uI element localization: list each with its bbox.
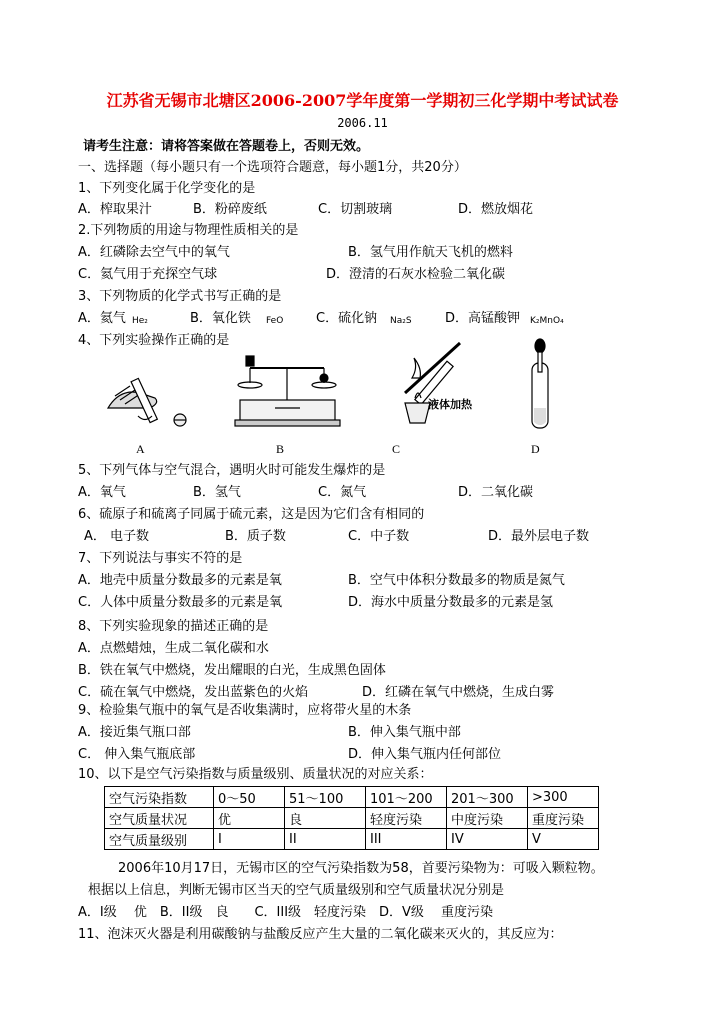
figure-a-test-tube-icon <box>108 378 186 426</box>
table-cell: 轻度污染 <box>366 808 447 829</box>
table-cell: 空气污染指数 <box>105 787 214 808</box>
q5-stem: 5、下列气体与空气混合，遇明火时可能发生爆炸的是 <box>78 463 386 478</box>
q3-formula-a: He₂ <box>132 316 148 326</box>
exam-date: 2006.11 <box>337 116 388 130</box>
q7-stem: 7、下列说法与事实不符的是 <box>78 551 243 566</box>
figure-c-caption: 液体加热 <box>428 398 472 411</box>
table-cell: 101～200 <box>366 787 447 808</box>
q7-option-c: C．人体中质量分数最多的元素是氧 <box>78 595 283 610</box>
q9-option-b: B．伸入集气瓶中部 <box>348 725 461 740</box>
q10-options: A．I级 优 B．II级 良 C．III级 轻度污染 D．V级 重度污染 <box>78 905 494 920</box>
q3-option-d: D．高锰酸钾 <box>445 311 521 326</box>
table-cell: 51～100 <box>285 787 366 808</box>
q3-formula-c: Na₂S <box>390 316 412 326</box>
air-quality-table <box>104 786 599 850</box>
section-heading: 一、选择题（每小题只有一个选项符合题意，每小题1分，共20分） <box>78 160 467 175</box>
q8-option-d: D．红磷在氧气中燃烧，生成白雾 <box>362 685 555 700</box>
table-cell: 0～50 <box>214 787 285 808</box>
q1-option-b: B．粉碎废纸 <box>193 202 267 217</box>
exam-title: 江苏省无锡市北塘区2006-2007学年度第一学期初三化学期中考试试卷 <box>106 91 619 110</box>
exam-notice: 请考生注意：请将答案做在答题卷上，否则无效。 <box>83 139 370 154</box>
q6-option-d: D．最外层电子数 <box>488 529 590 544</box>
q8-option-c: C．硫在氧气中燃烧，发出蓝紫色的火焰 <box>78 685 309 700</box>
q2-option-c: C．氦气用于充探空气球 <box>78 267 218 282</box>
q10-info: 2006年10月17日，无锡市区的空气污染指数为58，首要污染物为：可吸入颗粒物。 <box>118 861 604 876</box>
q4-figures <box>100 338 570 438</box>
q1-option-a: A．榨取果汁 <box>78 202 152 217</box>
figure-a-label: A <box>136 442 145 456</box>
q7-option-a: A．地壳中质量分数最多的元素是氧 <box>78 573 282 588</box>
q8-option-a: A．点燃蜡烛，生成二氧化碳和水 <box>78 641 269 656</box>
q8-stem: 8、下列实验现象的描述正确的是 <box>78 619 269 634</box>
q6-option-b: B．质子数 <box>225 529 286 544</box>
figure-c-label: C <box>392 442 401 456</box>
q3-formula-d: K₂MnO₄ <box>530 316 564 326</box>
q3-option-b: B．氧化铁 <box>190 311 251 326</box>
q3-option-c: C．硫化钠 <box>316 311 378 326</box>
q2-option-d: D．澄清的石灰水检验二氧化碳 <box>326 267 506 282</box>
table-row <box>105 808 599 829</box>
table-cell: V <box>528 829 599 850</box>
figure-d-dropper-icon <box>532 339 548 428</box>
q7-option-d: D．海水中质量分数最多的元素是氢 <box>348 595 554 610</box>
table-cell: 201～300 <box>447 787 528 808</box>
figure-d-label: D <box>531 442 540 456</box>
table-cell: 空气质量状况 <box>105 808 214 829</box>
q6-stem: 6、硫原子和硫离子同属于硫元素，这是因为它们含有相同的 <box>78 507 425 522</box>
figure-b-label: B <box>276 442 285 456</box>
q2-option-a: A．红磷除去空气中的氧气 <box>78 245 230 260</box>
q5-option-a: A．氧气 <box>78 485 126 500</box>
table-row <box>105 829 599 850</box>
q10-ask: 根据以上信息，判断无锡市区当天的空气质量级别和空气质量状况分别是 <box>88 883 505 898</box>
q8-option-b: B．铁在氧气中燃烧，发出耀眼的白光，生成黑色固体 <box>78 663 386 678</box>
q9-option-c: C． 伸入集气瓶底部 <box>78 747 196 762</box>
q11-stem: 11、泡沫灭火器是利用碳酸钠与盐酸反应产生大量的二氧化碳来灭火的，其反应为： <box>78 927 563 942</box>
table-cell: 良 <box>285 808 366 829</box>
q2-stem: 2.下列物质的用途与物理性质相关的是 <box>78 223 299 238</box>
q5-option-c: C．氮气 <box>318 485 367 500</box>
table-row <box>105 787 599 808</box>
table-cell: 优 <box>214 808 285 829</box>
q5-option-d: D．二氧化碳 <box>458 485 534 500</box>
q6-option-a: A． 电子数 <box>84 529 150 544</box>
q5-option-b: B．氢气 <box>193 485 241 500</box>
q1-option-c: C．切割玻璃 <box>318 202 393 217</box>
table-cell: I <box>214 829 285 850</box>
q7-option-b: B．空气中体积分数最多的物质是氮气 <box>348 573 565 588</box>
table-cell: 空气质量级别 <box>105 829 214 850</box>
table-cell: III <box>366 829 447 850</box>
q3-option-a: A．氦气 <box>78 311 126 326</box>
q9-option-d: D．伸入集气瓶内任何部位 <box>348 747 502 762</box>
table-cell: II <box>285 829 366 850</box>
q6-option-c: C．中子数 <box>348 529 410 544</box>
table-cell: IV <box>447 829 528 850</box>
q1-stem: 1、下列变化属于化学变化的是 <box>78 181 256 196</box>
q4-stem: 4、下列实验操作正确的是 <box>78 333 230 348</box>
table-cell: 中度污染 <box>447 808 528 829</box>
q9-stem: 9、检验集气瓶中的氧气是否收集满时，应将带火星的木条 <box>78 703 412 718</box>
table-cell: >300 <box>528 787 599 808</box>
q3-stem: 3、下列物质的化学式书写正确的是 <box>78 289 282 304</box>
q1-option-d: D．燃放烟花 <box>458 202 534 217</box>
q3-formula-b: FeO <box>266 316 284 326</box>
q10-stem: 10、以下是空气污染指数与质量级别、质量状况的对应关系： <box>78 767 433 782</box>
figure-b-balance-icon <box>235 356 340 426</box>
q9-option-a: A．接近集气瓶口部 <box>78 725 191 740</box>
table-cell: 重度污染 <box>528 808 599 829</box>
q2-option-b: B．氢气用作航天飞机的燃料 <box>348 245 513 260</box>
